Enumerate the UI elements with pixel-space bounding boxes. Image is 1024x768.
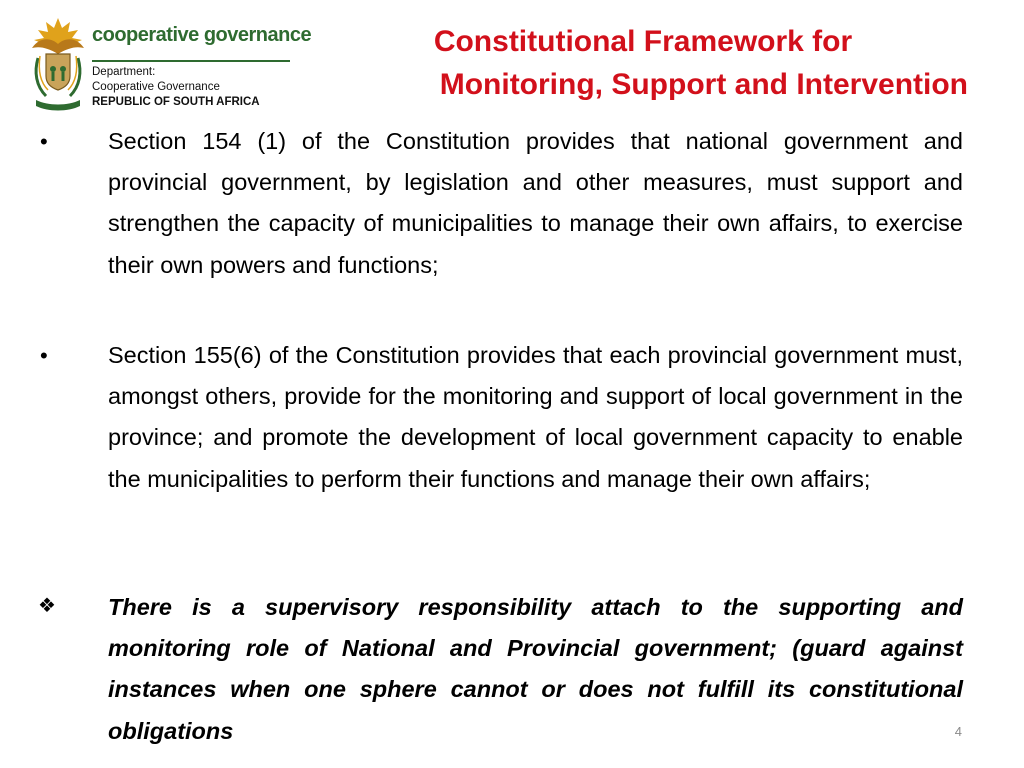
bullet-dot-icon: • [40,343,48,368]
logo-brand-text: cooperative governance [92,24,312,46]
logo-country: REPUBLIC OF SOUTH AFRICA [92,96,260,108]
list-item-text: Section 155(6) of the Constitution provides that each provincial government must, amongst others, provide for the monitoring and support of local government in the province; and promote the development of local government capacity to enable the municipalities to perform their functions and manage their own affairs; [108,342,963,492]
logo-divider [92,60,290,62]
list-item-text: There is a supervisory responsibility attach to the supporting and monitoring role of National and Provincial government; (guard against instances when one sphere cannot or does not fulfill its constitutional obligations [108,594,963,744]
bullet-diamond-icon: ❖ [38,595,56,617]
slide-title-line-1: Constitutional Framework for [433,25,853,58]
bullet-dot-icon: • [40,129,48,154]
page-number: 4 [954,724,962,739]
logo-department-label: Department: [92,66,156,78]
slide-title-line-2: Monitoring, Support and Intervention [439,68,968,101]
list-item-text: Section 154 (1) of the Constitution provides that national government and provincial government, by legislation and other measures, must support and strengthen the capacity of municipalities to manage their own affairs, to exercise their own powers and functions; [108,128,963,278]
logo-department-name: Cooperative Governance [92,81,220,93]
slide-title [318,20,968,106]
coat-of-arms-icon [26,14,90,116]
department-logo [26,14,312,118]
